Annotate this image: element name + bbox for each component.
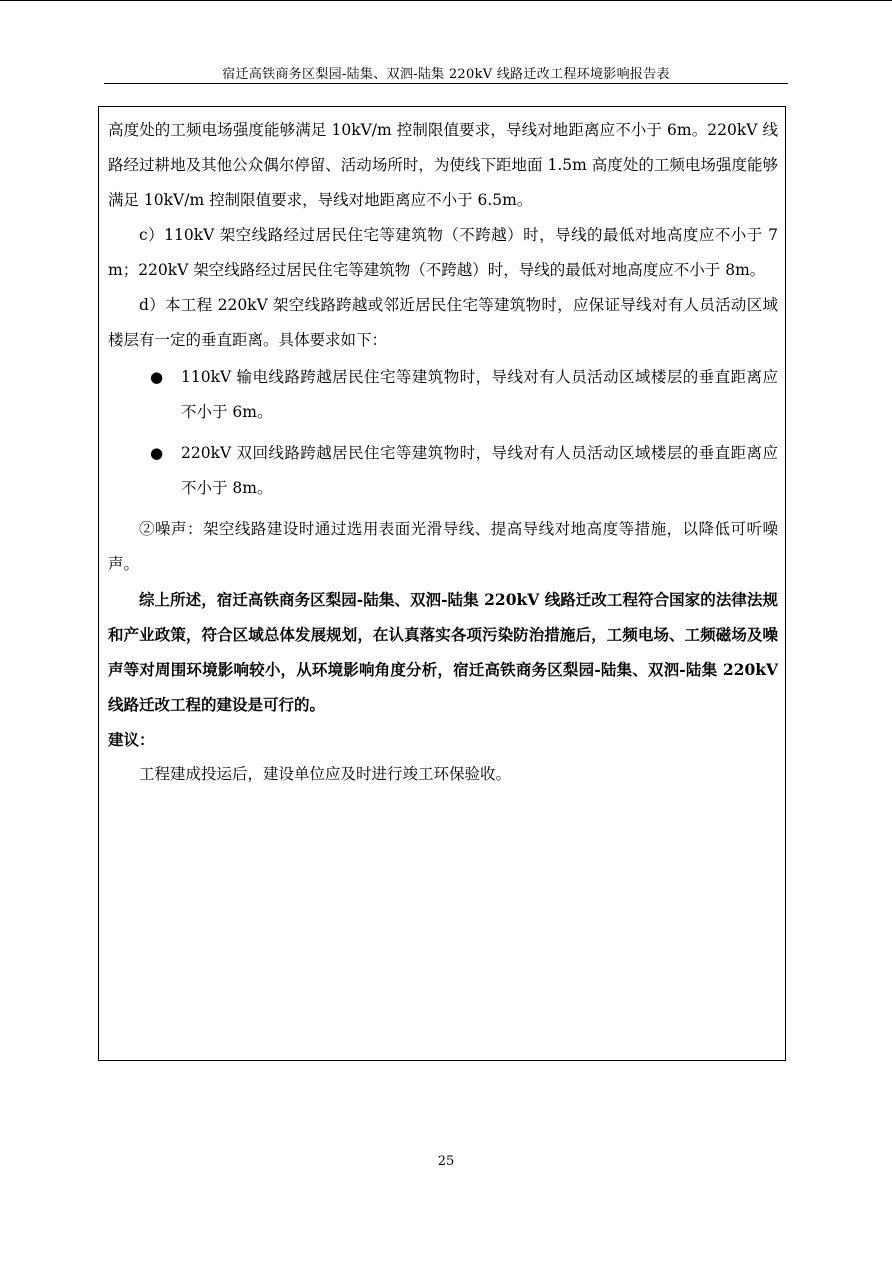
list-item	[108, 436, 778, 506]
page-top-border	[0, 0, 892, 1]
suggestion-text: 工程建成投运后，建设单位应及时进行竣工环保验收。	[139, 765, 512, 783]
list-item-text: 110kV 输电线路跨越居民住宅等建筑物时，导线对有人员活动区域楼层的垂直距离应不小于 6m。	[181, 368, 778, 421]
list-item	[108, 360, 778, 430]
bullet-icon: ●	[150, 444, 164, 462]
paragraph-field-strength: 高度处的工频电场强度能够满足 10kV/m 控制限值要求，导线对地距离应不小于 6m。220kV 线路经过耕地及其他公众偶尔停留、活动场所时，为使线下距地面 1.5m 高度处的工频电场强度能够满足 10kV/m 控制限值要求，导线对地距离应不小于 6.5m。	[108, 121, 778, 209]
paragraph-conclusion: 综上所述，宿迁高铁商务区梨园-陆集、双泗-陆集 220kV 线路迁改工程符合国家的法律法规和产业政策，符合区域总体发展规划，在认真落实各项污染防治措施后，工频电场、工频磁场及噪声等对周围环境影响较小，从环境影响角度分析，宿迁高铁商务区梨园-陆集、双泗-陆集 220kV 线路迁改工程的建设是可行的。	[108, 590, 778, 714]
suggestion-heading: 建议：	[108, 730, 155, 749]
bullet-icon: ●	[150, 368, 164, 386]
list-item-text: 220kV 双回线路跨越居民住宅等建筑物时，导线对有人员活动区域楼层的垂直距离应不小于 8m。	[181, 444, 778, 497]
content-table-cell	[98, 106, 786, 1061]
paragraph-noise: ②噪声：架空线路建设时通过选用表面光滑导线、提高导线对地高度等措施，以降低可听噪声。	[108, 520, 778, 573]
page-number: 25	[437, 1154, 455, 1169]
content-body	[108, 113, 778, 792]
report-header-title: 宿迁高铁商务区梨园-陆集、双泗-陆集 220kV 线路迁改工程环境影响报告表	[222, 67, 670, 82]
paragraph-item-c: c）110kV 架空线路经过居民住宅等建筑物（不跨越）时，导线的最低对地高度应不小于 7m；220kV 架空线路经过居民住宅等建筑物（不跨越）时，导线的最低对地高度应不小于 8m。	[108, 226, 778, 279]
header-rule	[104, 83, 788, 84]
paragraph-item-d: d）本工程 220kV 架空线路跨越或邻近居民住宅等建筑物时，应保证导线对有人员活动区域楼层有一定的垂直距离。具体要求如下：	[108, 296, 778, 349]
